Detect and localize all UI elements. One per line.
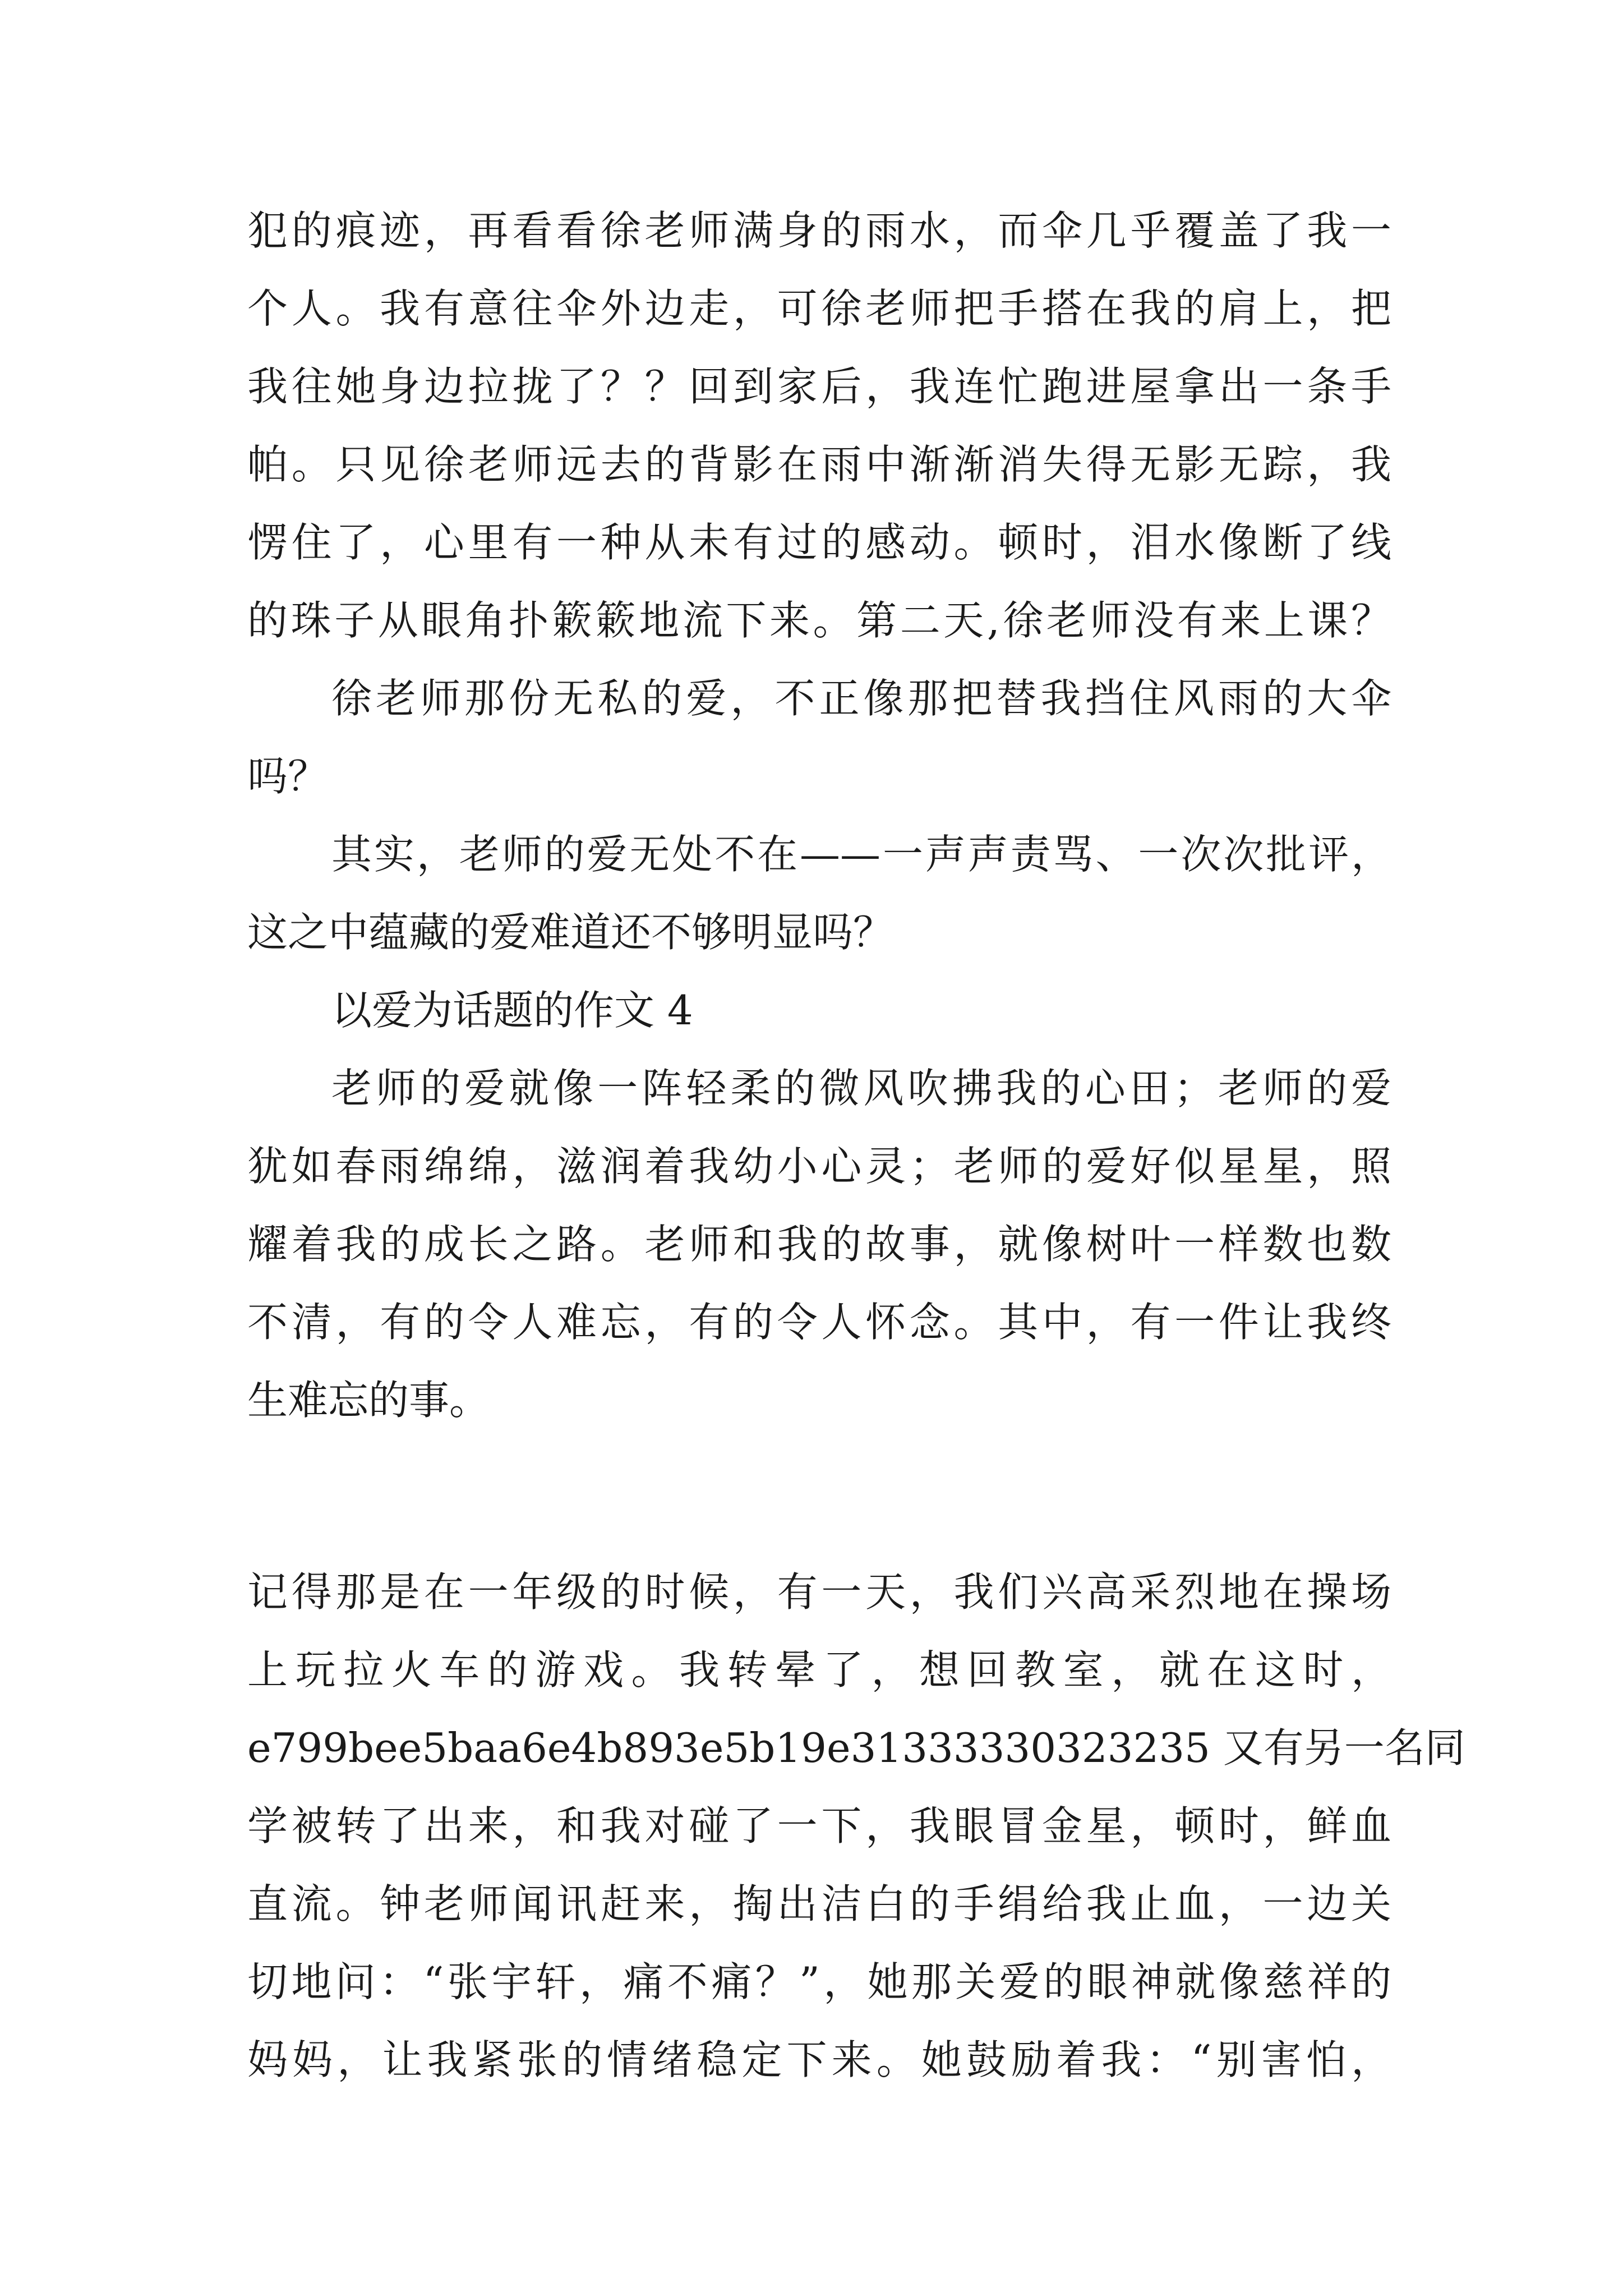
text-line: 学被转了出来，和我对碰了一下，我眼冒金星，顿时，鲜血 [247,1802,1391,1849]
text-line: 切地问：“张宇轩，痛不痛？”，她那关爱的眼神就像慈祥的 [247,1958,1391,2005]
text-line: 这之中蕴藏的爱难道还不够明显吗？ [247,909,894,956]
paragraph-gap [247,1439,1391,1553]
text-line: 我往她身边拉拢了？？回到家后，我连忙跑进屋拿出一条手 [247,363,1391,410]
paragraph-2 [247,660,1391,816]
text-line: 的珠子从眼角扑簌簌地流下来。第二天,徐老师没有来上课？ [247,597,1391,644]
text-line: 个人。我有意往伞外边走，可徐老师把手搭在我的肩上，把 [247,285,1391,332]
text-line: e799bee5baa6e4b893e5b19e31333330323235 又有另一名同 [247,1724,1465,1772]
text-line: 上玩拉火车的游戏。我转晕了，想回教室，就在这时， [247,1646,1391,1694]
text-line: 老师的爱就像一阵轻柔的微风吹拂我的心田；老师的爱 [331,1065,1391,1112]
text-line: 犯的痕迹，再看看徐老师满身的雨水，而伞几乎覆盖了我一 [247,207,1391,254]
text-line: 直流。钟老师闻讯赶来，掏出洁白的手绢给我止血，一边关 [247,1880,1391,1927]
text-line: 记得那是在一年级的时候，有一天，我们兴高采烈地在操场 [247,1568,1391,1616]
text-line: 其实，老师的爱无处不在——一声声责骂、一次次批评， [331,831,1391,878]
text-line: 耀着我的成长之路。老师和我的故事，就像树叶一样数也数 [247,1221,1391,1268]
paragraph-4 [247,1050,1391,1439]
text-line: 徐老师那份无私的爱，不正像那把替我挡住风雨的大伞 [331,675,1391,722]
text-line: 愣住了，心里有一种从未有过的感动。顿时，泪水像断了线 [247,519,1391,566]
section-heading: 以爱为话题的作文 4 [331,987,693,1034]
text-line: 妈妈，让我紧张的情绪稳定下来。她鼓励着我：“别害怕， [247,2036,1391,2083]
text-line: 吗？ [247,753,329,800]
paragraph-3 [247,816,1391,972]
paragraph-1 [247,192,1391,660]
text-line: 生难忘的事。 [247,1377,490,1424]
text-line: 不清，有的令人难忘，有的令人怀念。其中，有一件让我终 [247,1299,1391,1346]
text-line: 犹如春雨绵绵，滋润着我幼小心灵；老师的爱好似星星，照 [247,1143,1391,1190]
paragraph-5 [247,1553,1465,2099]
document-page [247,192,1465,2099]
text-line: 帕。只见徐老师远去的背影在雨中渐渐消失得无影无踪，我 [247,441,1391,488]
